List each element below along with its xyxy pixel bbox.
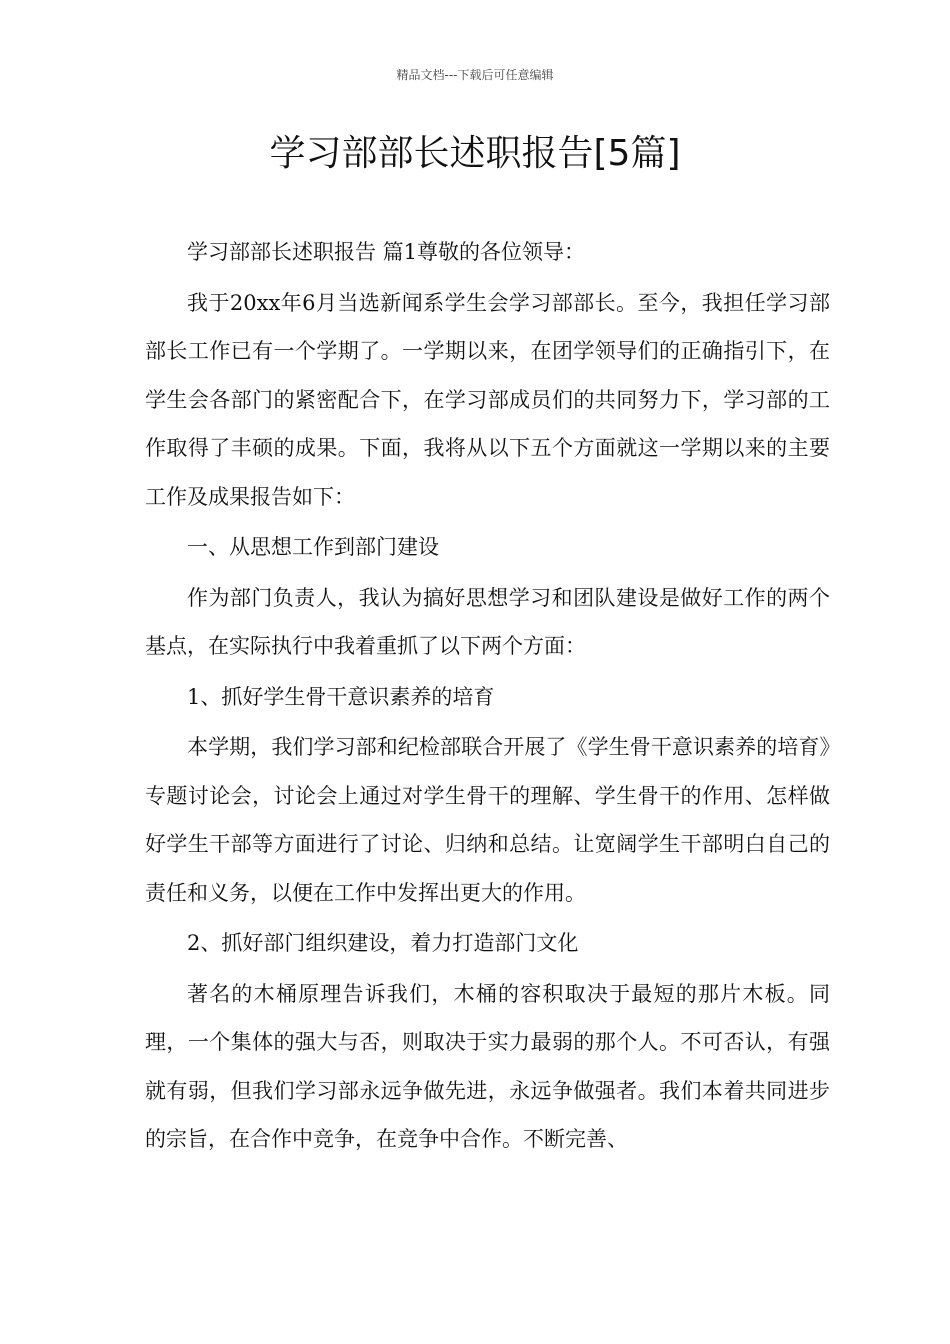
paragraph-greeting: 学习部部长述职报告 篇1尊敬的各位领导：: [187, 240, 586, 264]
section-heading-1: 一、从思想工作到部门建设: [187, 535, 439, 559]
paragraph-section-1: 作为部门负责人，我认为搞好思想学习和团队建设是做好工作的两个基点，在实际执行中我着重抓了以下两个方面：: [145, 585, 830, 658]
subheading-1: 1、抓好学生骨干意识素养的培育: [187, 684, 495, 709]
paragraph-subsection-2: 著名的木桶原理告诉我们，木桶的容积取决于最短的那片木板。同理，一个集体的强大与否，则取决于实力最弱的那个人。不可否认，有强就有弱，但我们学习部永远争做先进，永远争做强者。我们本着共同进步的宗旨，在合作中竞争，在竞争中合作。不断完善、: [145, 981, 830, 1151]
paragraph-intro: 我于20xx年6月当选新闻系学生会学习部部长。至今，我担任学习部部长工作已有一个学期了。一学期以来，在团学领导们的正确指引下，在学生会各部门的紧密配合下，在学习部成员们的共同努力下，学习部的工作取得了丰硕的成果。下面，我将从以下五个方面就这一学期以来的主要工作及成果报告如下：: [145, 290, 830, 509]
subheading-2: 2、抓好部门组织建设，着力打造部门文化: [187, 931, 579, 955]
page-header-watermark: 精品文档---下载后可任意编辑: [396, 68, 554, 82]
document-title: 学习部部长述职报告[5篇]: [269, 133, 681, 174]
document-body: [145, 228, 830, 1166]
paragraph-subsection-1: 本学期，我们学习部和纪检部联合开展了《学生骨干意识素养的培育》专题讨论会，讨论会上通过对学生骨干的理解、学生骨干的作用、怎样做好学生干部等方面进行了讨论、归纳和总结。让宽阔学生干部明白自己的责任和义务，以便在工作中发挥出更大的作用。: [145, 735, 830, 905]
